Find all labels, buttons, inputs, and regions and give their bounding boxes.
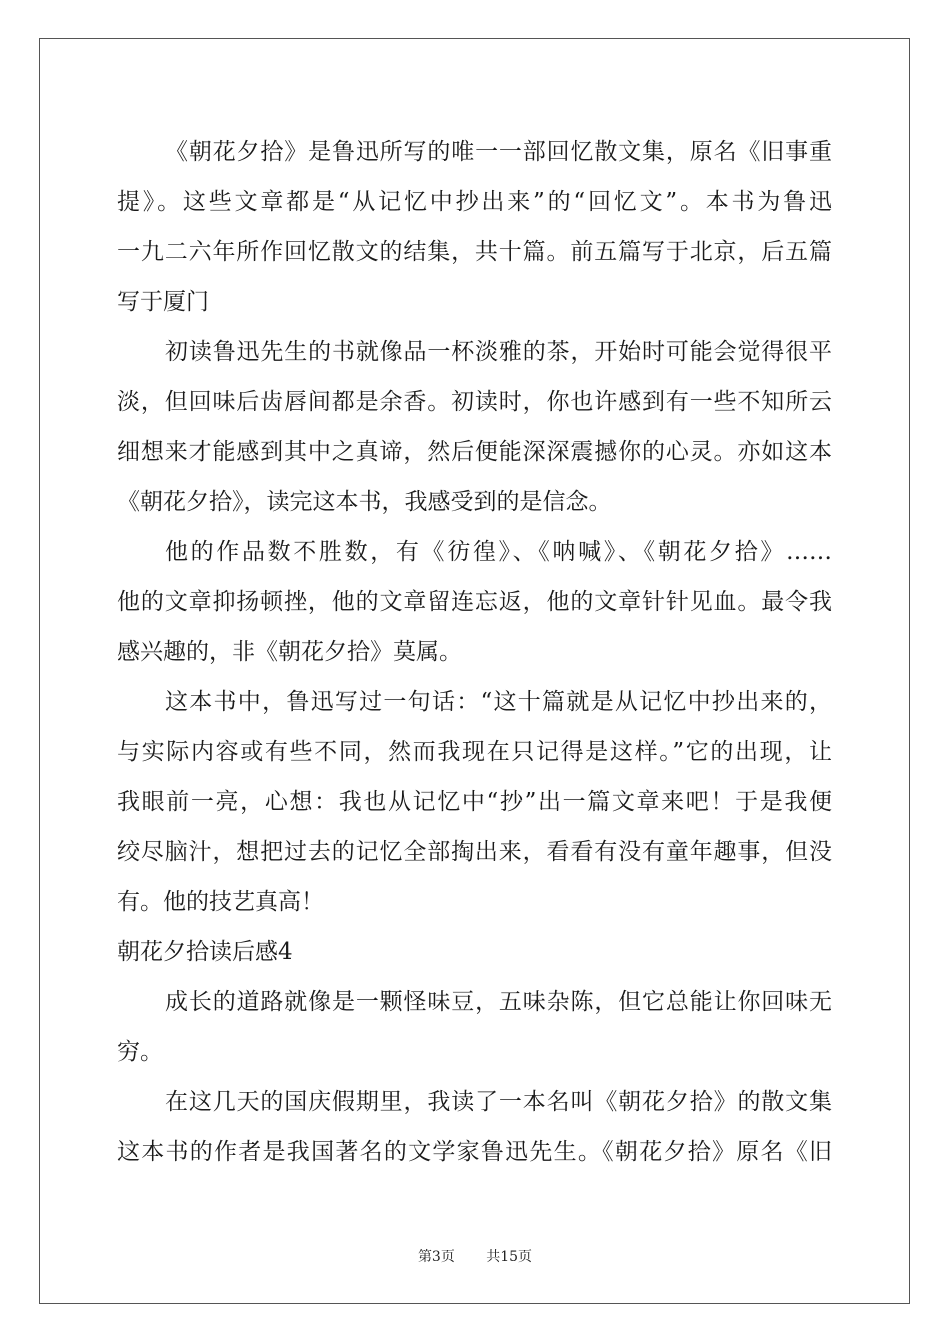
paragraph-6-line-1: 在这几天的国庆假期里，我读了一本名叫《朝花夕拾》的散文集 bbox=[165, 1089, 832, 1115]
paragraph-6-line-2: 这本书的作者是我国著名的文学家鲁迅先生。《朝花夕拾》原名《旧 bbox=[117, 1139, 832, 1165]
page-footer bbox=[0, 1246, 950, 1266]
paragraph-3-line-2: 他的文章抑扬顿挫，他的文章留连忘返，他的文章针针见血。最令我 bbox=[117, 589, 832, 615]
paragraph-4-line-2: 与实际内容或有些不同，然而我现在只记得是这样。”它的出现，让 bbox=[117, 739, 832, 765]
paragraph-4-line-1: 这本书中，鲁迅写过一句话：“这十篇就是从记忆中抄出来的， bbox=[165, 689, 832, 715]
paragraph-4-line-5: 有。他的技艺真高！ bbox=[117, 889, 324, 915]
paragraph-3-line-3: 感兴趣的，非《朝花夕拾》莫属。 bbox=[117, 639, 462, 665]
paragraph-5-line-2: 穷。 bbox=[117, 1039, 163, 1065]
paragraph-4-line-4: 绞尽脑汁，想把过去的记忆全部掏出来，看看有没有童年趣事，但没 bbox=[117, 839, 832, 865]
paragraph-1-line-1: 《朝花夕拾》是鲁迅所写的唯一一部回忆散文集，原名《旧事重 bbox=[165, 139, 832, 165]
document-body bbox=[117, 127, 832, 1177]
paragraph-3-line-1: 他的作品数不胜数，有《彷徨》、《呐喊》、《朝花夕拾》…… bbox=[165, 539, 832, 565]
section-heading: 朝花夕拾读后感4 bbox=[117, 939, 293, 965]
paragraph-1-line-4: 写于厦门 bbox=[117, 289, 209, 315]
paragraph-5-line-1: 成长的道路就像是一颗怪味豆，五味杂陈，但它总能让你回味无 bbox=[165, 989, 832, 1015]
paragraph-2-line-3: 细想来才能感到其中之真谛，然后便能深深震撼你的心灵。亦如这本 bbox=[117, 439, 832, 465]
paragraph-2-line-2: 淡，但回味后齿唇间都是余香。初读时，你也许感到有一些不知所云 bbox=[117, 389, 832, 415]
paragraph-1-line-2: 提》。这些文章都是“从记忆中抄出来”的“回忆文”。本书为鲁迅 bbox=[117, 189, 832, 215]
paragraph-4-line-3: 我眼前一亮，心想：我也从记忆中“抄”出一篇文章来吧！于是我便 bbox=[117, 789, 832, 815]
page-number: 第3页 bbox=[417, 1249, 455, 1265]
paragraph-2-line-4: 《朝花夕拾》，读完这本书，我感受到的是信念。 bbox=[117, 489, 612, 515]
paragraph-1-line-3: 一九二六年所作回忆散文的结集，共十篇。前五篇写于北京，后五篇 bbox=[117, 239, 832, 265]
page-total: 共15页 bbox=[486, 1249, 533, 1265]
paragraph-2-line-1: 初读鲁迅先生的书就像品一杯淡雅的茶，开始时可能会觉得很平 bbox=[165, 339, 832, 365]
